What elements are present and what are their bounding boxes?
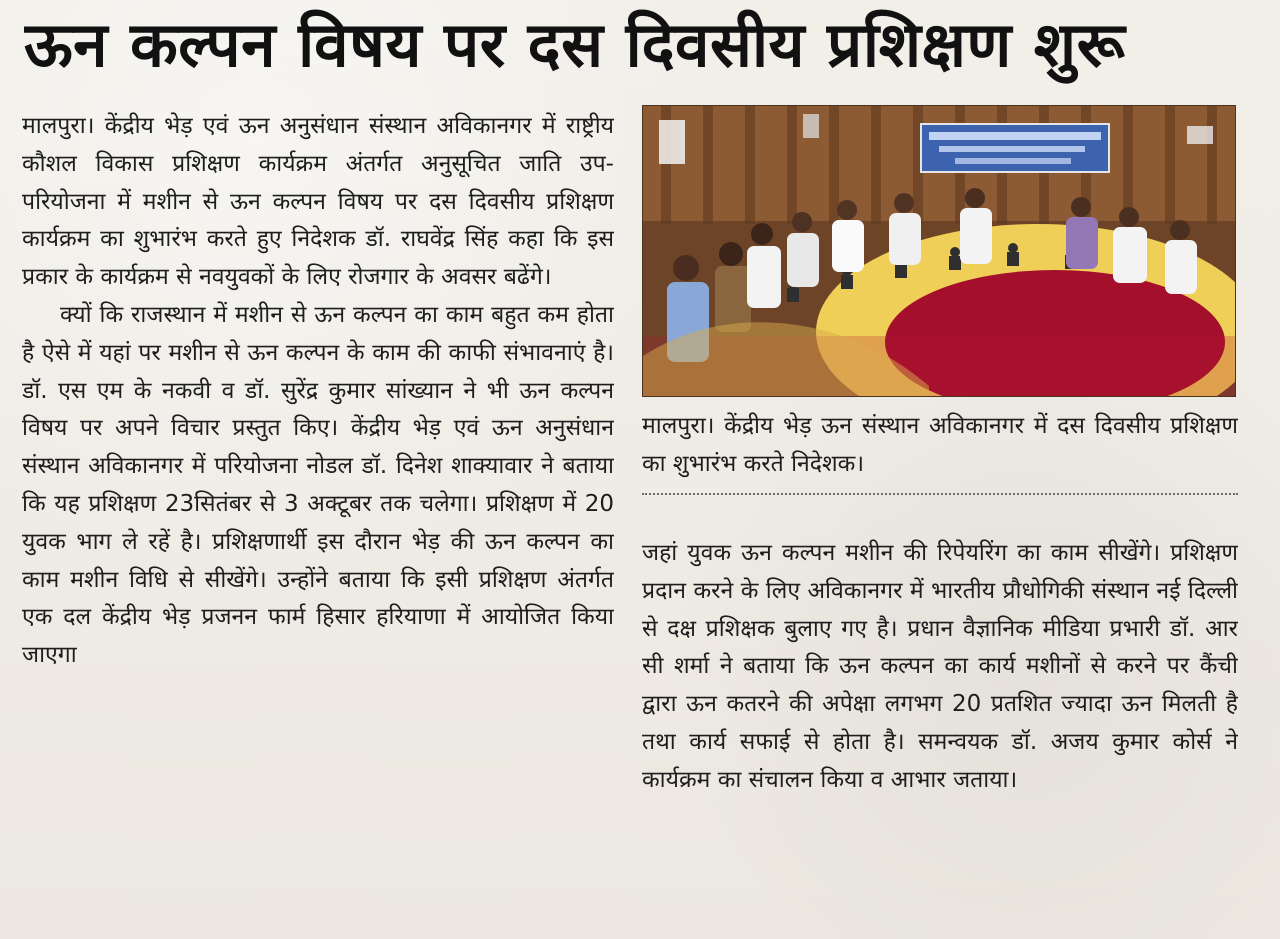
left-text-column xyxy=(22,108,614,920)
meeting-photo-illustration xyxy=(643,106,1235,396)
photo-caption: मालपुरा। केंद्रीय भेड़ ऊन संस्थान अविकानगर में दस दिवसीय प्रशिक्षण का शुभारंभ करते निदेशक। xyxy=(642,413,1238,477)
article-headline: ऊन कल्पन विषय पर दस दिवसीय प्रशिक्षण शुरू xyxy=(24,8,1126,81)
news-photo xyxy=(642,105,1236,397)
right-column xyxy=(642,105,1238,920)
section-divider xyxy=(642,493,1238,495)
left-paragraph-2: क्यों कि राजस्थान में मशीन से ऊन कल्पन का काम बहुत कम होता है ऐसे में यहां पर मशीन से ऊन कल्पन के काम की काफी संभावनाएं है। डॉ. एस एम के नकवी व डॉ. सुरेंद्र कुमार सांख्यान ने भी ऊन कल्पन विषय पर अपने विचार प्रस्तुत किए। केंद्रीय भेड़ एवं ऊन अनुसंधान संस्थान अविकानगर में परियोजना नोडल डॉ. दिनेश शाक्यावार ने बताया कि यह प्रशिक्षण 23सितंबर से 3 अक्टूबर तक चलेगा। प्रशिक्षण में 20 युवक भाग ले रहें है। प्रशिक्षणार्थी इस दौरान भेड़ की ऊन कल्पन का काम मशीन विधि से सीखेंगे। उन्होंने बताया कि इसी प्रशिक्षण अंतर्गत एक दल केंद्रीय भेड़ प्रजनन फार्म हिसार हरियाणा में आयोजित किया जाएगा xyxy=(22,301,614,669)
right-paragraph: जहां युवक ऊन कल्पन मशीन की रिपेयरिंग का काम सीखेंगे। प्रशिक्षण प्रदान करने के लिए अविकानगर में भारतीय प्रौधोगिकी संस्थान नई दिल्ली से दक्ष प्रशिक्षक बुलाए गए है। प्रधान वैज्ञानिक मीडिया प्रभारी डॉ. आर सी शर्मा ने बताया कि ऊन कल्पन का कार्य मशीनों से करने पर कैंची द्वारा ऊन कतरने की अपेक्षा लगभग 20 प्रतशित ज्यादा ऊन मिलती है तथा कार्य सफाई से होता है। समन्वयक डॉ. अजय कुमार कोर्स ने कार्यक्रम का संचालन किया व आभार जताया। xyxy=(642,540,1238,793)
left-paragraph-1: मालपुरा। केंद्रीय भेड़ एवं ऊन अनुसंधान संस्थान अविकानगर में राष्ट्रीय कौशल विकास प्रशिक्षण कार्यक्रम अंतर्गत अनुसूचित जाति उप-परियोजना में मशीन से ऊन कल्पन विषय पर दस दिवसीय प्रशिक्षण कार्यक्रम का शुभारंभ करते हुए निदेशक डॉ. राघवेंद्र सिंह कहा कि इस प्रकार के कार्यक्रम से नवयुवकों के लिए रोजगार के अवसर बढेंगे। xyxy=(22,113,614,291)
